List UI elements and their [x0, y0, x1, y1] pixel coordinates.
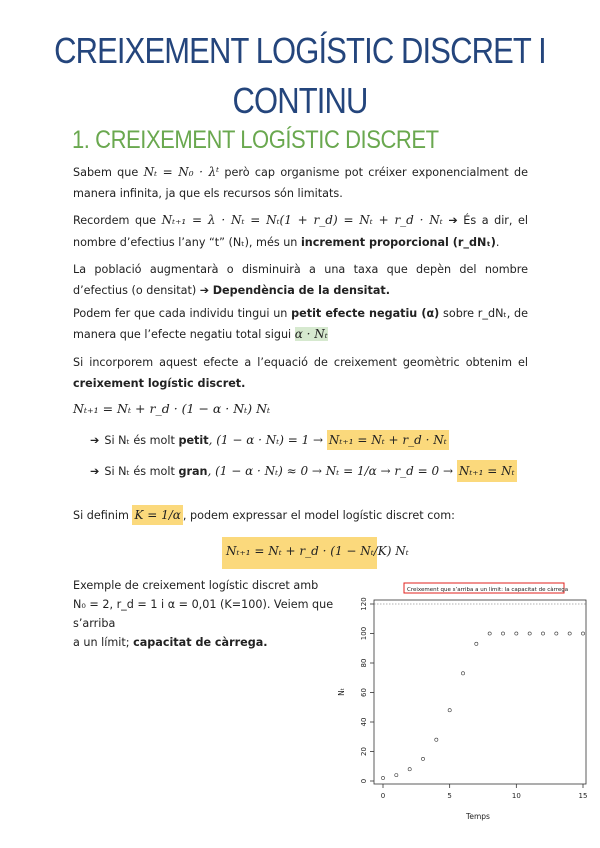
bullet-large-before: Si Nₜ és molt: [104, 465, 179, 478]
x-tick-label: 10: [511, 792, 521, 800]
y-tick-label: 20: [360, 747, 368, 756]
plot-frame: [374, 600, 586, 784]
page-title-line2: CONTINU: [232, 80, 368, 121]
equation-logistic-k: Nₜ₊₁ = Nₜ + r_d · (1 − Nₜ/K) Nₜ: [226, 544, 409, 558]
para3-text: La població augmentarà o disminuirà a una taxa que depèn del nombre d’efectius (o densitat) ➔: [73, 263, 528, 297]
y-tick-label: 60: [360, 688, 368, 697]
bullet-large-result: Nₜ₊₁ = Nₜ: [457, 460, 517, 482]
arrow-icon: ➔: [90, 465, 100, 478]
x-tick-label: 15: [578, 792, 588, 800]
x-axis-label: Temps: [466, 812, 490, 821]
para1-after: però cap organisme pot créixer exponencialment de manera infinita, ja que els recursos són limitats.: [73, 166, 528, 200]
y-tick-label: 80: [360, 658, 368, 668]
para4-formula: α · Nₜ: [294, 327, 328, 341]
x-tick-label: 0: [380, 792, 386, 800]
y-tick-label: 40: [360, 717, 368, 727]
bullet-large: [90, 464, 517, 478]
paragraph-5: [73, 352, 528, 394]
para4-bold: petit efecte negatiu (α): [291, 307, 440, 320]
data-point: [395, 774, 398, 777]
paragraph-4: [73, 303, 528, 345]
plot-area: [337, 597, 587, 821]
bullet-small-mid: , (1 − α · Nₜ) = 1 →: [208, 433, 327, 447]
bullet-small-before: Si Nₜ és molt: [104, 434, 179, 447]
page-title-line1: CREIXEMENT LOGÍSTIC DISCRET I: [54, 30, 546, 71]
para4-mid: sobre r_dNₜ, de manera que l’efecte negatiu total sigui: [73, 307, 529, 341]
data-point: [555, 632, 558, 635]
para1-formula: Nₜ = N₀ · λᵗ: [143, 165, 220, 179]
data-point: [408, 768, 411, 771]
arrow-icon: ➔: [90, 434, 100, 447]
data-point: [488, 632, 491, 635]
para2-before: Recordem que: [73, 214, 162, 227]
chart-annotation: Creixement que s’arriba a un límit: la capacitat de càrrega: [407, 587, 569, 593]
section-heading: 1. CREIXEMENT LOGÍSTIC DISCRET: [72, 126, 439, 154]
paragraph-1: [73, 162, 528, 204]
paragraph-3: [73, 259, 528, 301]
bullet-small-result: Nₜ₊₁ = Nₜ + r_d · Nₜ: [327, 430, 449, 450]
bullet-large-mid: , (1 − α · Nₜ) ≈ 0 → Nₜ = 1/α → r_d = 0 →: [207, 464, 457, 478]
para1-before: Sabem que: [73, 166, 144, 179]
para6-before: Si definim: [73, 509, 133, 522]
bullet-small-bold: petit: [178, 434, 209, 447]
para2-bold: increment proporcional (r_dNₜ): [300, 236, 496, 249]
y-tick-label: 0: [360, 778, 368, 784]
example-line1: Exemple de creixement logístic discret amb: [73, 579, 319, 592]
para6-after: , podem expressar el model logístic discret com:: [182, 509, 455, 522]
para4-before: Podem fer que cada individu tingui un: [73, 307, 292, 320]
example-line3a: a un límit;: [73, 636, 134, 649]
example-text: [73, 576, 338, 652]
para5-bold: creixement logístic discret.: [73, 377, 246, 390]
logistic-growth-chart: [336, 578, 592, 828]
data-point: [381, 776, 384, 779]
example-line2a: N₀ = 2, r_d = 1 i: [73, 598, 168, 611]
data-point: [461, 672, 464, 675]
data-point: [435, 738, 438, 741]
para2-formula: Nₜ₊₁ = λ · Nₜ = Nₜ(1 + r_d) = Nₜ + r_d · Nₜ: [161, 213, 443, 227]
para6-formula: K = 1/α: [132, 505, 182, 525]
para5-text: Si incorporem aquest efecte a l’equació de creixement geomètric obtenim el: [73, 356, 528, 369]
data-point: [448, 709, 451, 712]
data-point: [528, 632, 531, 635]
data-point: [475, 642, 478, 645]
y-tick-label: 100: [360, 626, 368, 641]
equation-logistic: Nₜ₊₁ = Nₜ + r_d · (1 − α · Nₜ) Nₜ: [73, 401, 271, 416]
data-point: [568, 632, 571, 635]
y-tick-label: 120: [360, 597, 368, 611]
y-axis-label: Nₜ: [337, 688, 346, 696]
para2-end: .: [495, 236, 500, 249]
x-tick-label: 5: [447, 792, 452, 800]
bullet-large-bold: gran: [178, 465, 208, 478]
bullet-small: [90, 433, 449, 447]
data-point: [421, 757, 424, 760]
example-line3-bold: capacitat de càrrega.: [133, 636, 268, 649]
para3-bold: Dependència de la densitat.: [212, 284, 390, 297]
data-point: [541, 632, 544, 635]
data-point: [515, 632, 518, 635]
data-point: [501, 632, 504, 635]
example-line2b: α = 0,01 (K=100). Veiem que s’arriba: [73, 598, 334, 630]
para2-mid: ➔ És a dir, el nombre d’efectius l’any “t” (Nₜ), més un: [73, 214, 529, 249]
paragraph-6: [73, 505, 528, 526]
data-point: [581, 632, 584, 635]
paragraph-2: [73, 209, 528, 254]
